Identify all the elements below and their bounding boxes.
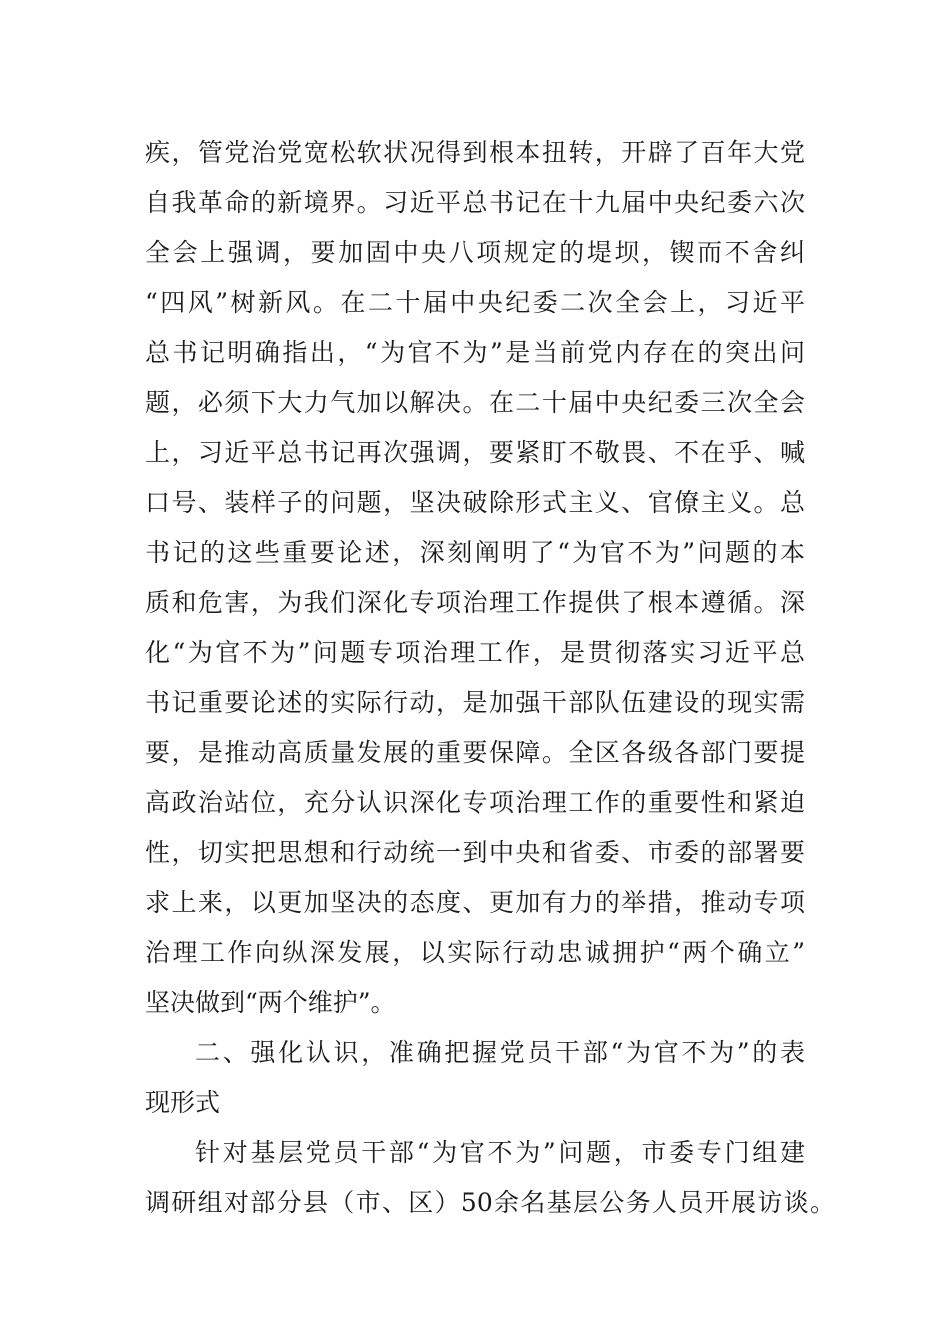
body-text-line: 坚决做到“两个维护”。 — [145, 988, 396, 1017]
body-text-line: 针对基层党员干部“为官不为”问题，市委专门组建 — [195, 1138, 805, 1167]
body-text-line: 总书记明确指出，“为官不为”是当前党内存在的突出问 — [145, 338, 805, 367]
body-text-line: 疾，管党治党宽松软状况得到根本扭转，开辟了百年大党 — [145, 138, 805, 167]
body-text-line: 调研组对部分县（市、区）50余名基层公务人员开展访谈。 — [145, 1188, 835, 1217]
body-text-line: 质和危害，为我们深化专项治理工作提供了根本遵循。深 — [145, 588, 805, 617]
body-text-line: 口号、装样子的问题，坚决破除形式主义、官僚主义。总 — [145, 488, 805, 517]
body-text-line: 题，必须下大力气加以解决。在二十届中央纪委三次全会 — [145, 388, 805, 417]
body-text-line: 性，切实把思想和行动统一到中央和省委、市委的部署要 — [145, 838, 805, 867]
section-heading-line: 现形式 — [145, 1088, 221, 1117]
body-text-line: 要，是推动高质量发展的重要保障。全区各级各部门要提 — [145, 738, 805, 767]
body-text-line: 上，习近平总书记再次强调，要紧盯不敬畏、不在乎、喊 — [145, 438, 805, 467]
body-text-line: “四风”树新风。在二十届中央纪委二次全会上，习近平 — [145, 288, 805, 317]
body-text-line: 化“为官不为”问题专项治理工作，是贯彻落实习近平总 — [145, 638, 805, 667]
body-text-line: 治理工作向纵深发展，以实际行动忠诚拥护“两个确立” — [145, 938, 805, 967]
body-text-line: 书记的这些重要论述，深刻阐明了“为官不为”问题的本 — [145, 538, 805, 567]
body-text-line: 高政治站位，充分认识深化专项治理工作的重要性和紧迫 — [145, 788, 805, 817]
body-text-line: 书记重要论述的实际行动，是加强干部队伍建设的现实需 — [145, 688, 805, 717]
body-text-line: 求上来，以更加坚决的态度、更加有力的举措，推动专项 — [145, 888, 805, 917]
section-heading-line: 二、强化认识，准确把握党员干部“为官不为”的表 — [195, 1038, 805, 1067]
body-text-line: 全会上强调，要加固中央八项规定的堤坝，锲而不舍纠 — [145, 238, 805, 267]
body-text-line: 自我革命的新境界。习近平总书记在十九届中央纪委六次 — [145, 188, 805, 217]
